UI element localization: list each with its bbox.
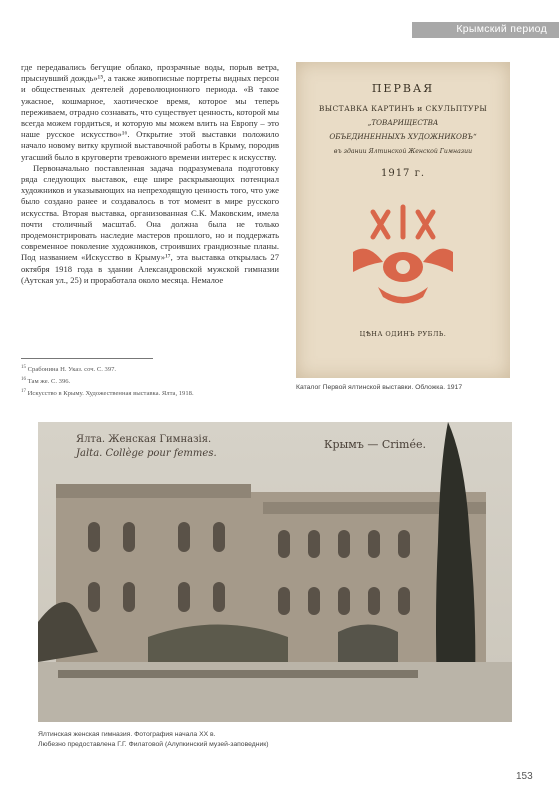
gymnasium-photo (38, 422, 512, 722)
cover-venue: въ здании Ялтинской Женской Гимназии (333, 148, 473, 155)
footnote-divider (21, 358, 153, 359)
cover-society-2: ОБЪЕДИНЕННЫХЪ ХУДОЖНИКОВЪ“ (329, 132, 477, 141)
footnote: $^{17}$ Искусство в Крыму. Художественная выставка. Ялта, 1918. (21, 389, 194, 398)
footnote: $^{15}$ Срабонина Н. Указ. соч. С. 397. (21, 365, 117, 374)
cover-society: „ТОВАРИЩЕСТВА (367, 118, 439, 127)
running-header (412, 22, 559, 38)
cover-subtitle: ВЫСТАВКА КАРТИНЪ и СКУЛЬПТУРЫ (318, 104, 488, 113)
page-number: 153 (516, 771, 533, 782)
cover-title: ПЕРВАЯ (371, 82, 435, 95)
photo-caption: Ялтинская женская гимназия. Фотография начала XX в. Любезно предоставлена Г.Г. Филатовой (Алупкинский музей-заповедник) (38, 731, 269, 748)
cover-caption: Каталог Первой ялтинской выставки. Обложка. 1917 (296, 384, 463, 391)
cover-year: 1917 г. (380, 168, 426, 179)
footnote: $^{16}$ Там же. С. 396. (21, 377, 71, 386)
building-photo-graphic (38, 422, 512, 722)
photo-label-fr: Jalta. Collège pour femmes. (76, 448, 217, 459)
catalog-cover-image (296, 62, 510, 378)
body-paragraph: где передавались бегущие облако, прозрачные воды, порыв ветра, прыснувший дождь»¹⁵, а также живописные портреты видных персон и общественных деятелей дореволюционного периода. «В такое ужасное, кошмарное, хаотическое время, которое мы теперь переживаем, отрадно сознавать, что существует ценность, которой мы всегда можем гордиться, и которую мы можем влить на Европу – это наше русское искусство»¹⁶. Открытие этой выставки положило начало новому витку крупной выставочной работы в Крыму, породив угасший было в круговерти тревожного времени интерес к искусству. (21, 62, 279, 162)
body-paragraph: Первоначально поставленная задача подразумевала подготовку ряда следующих выставок, еще шире раскрывающих потенциал художников и указывающих на непреходящую ценность того, что уже было создано ранее и создавалось в тот момент в мире русского искусства. Вторая выставка, организованная С.К. Маковским, имела почти столичный масштаб. Она должна была не только продемонстрировать наследие мастеров прошлого, но и поддержать современное поколение художников, строивших грандиозные планы. Под названием «Искусство в Крыму»¹⁷, эта выставка открылась 27 октября 1918 года в здании Александровской мужской гимназии (Аутская ул., 25) и проработала около месяца. Немалое (21, 162, 279, 285)
body-text (21, 62, 279, 286)
section-title: Крымский период (456, 23, 547, 35)
photo-label-ru: Ялта. Женская Гимназiя. (76, 434, 212, 445)
cover-price: ЦѢНА ОДИНЪ РУБЛЬ. (359, 330, 447, 338)
footnotes (21, 363, 281, 400)
photo-label-crimea: Крымъ — Crimée. (324, 438, 426, 451)
emblem-icon (348, 192, 458, 312)
